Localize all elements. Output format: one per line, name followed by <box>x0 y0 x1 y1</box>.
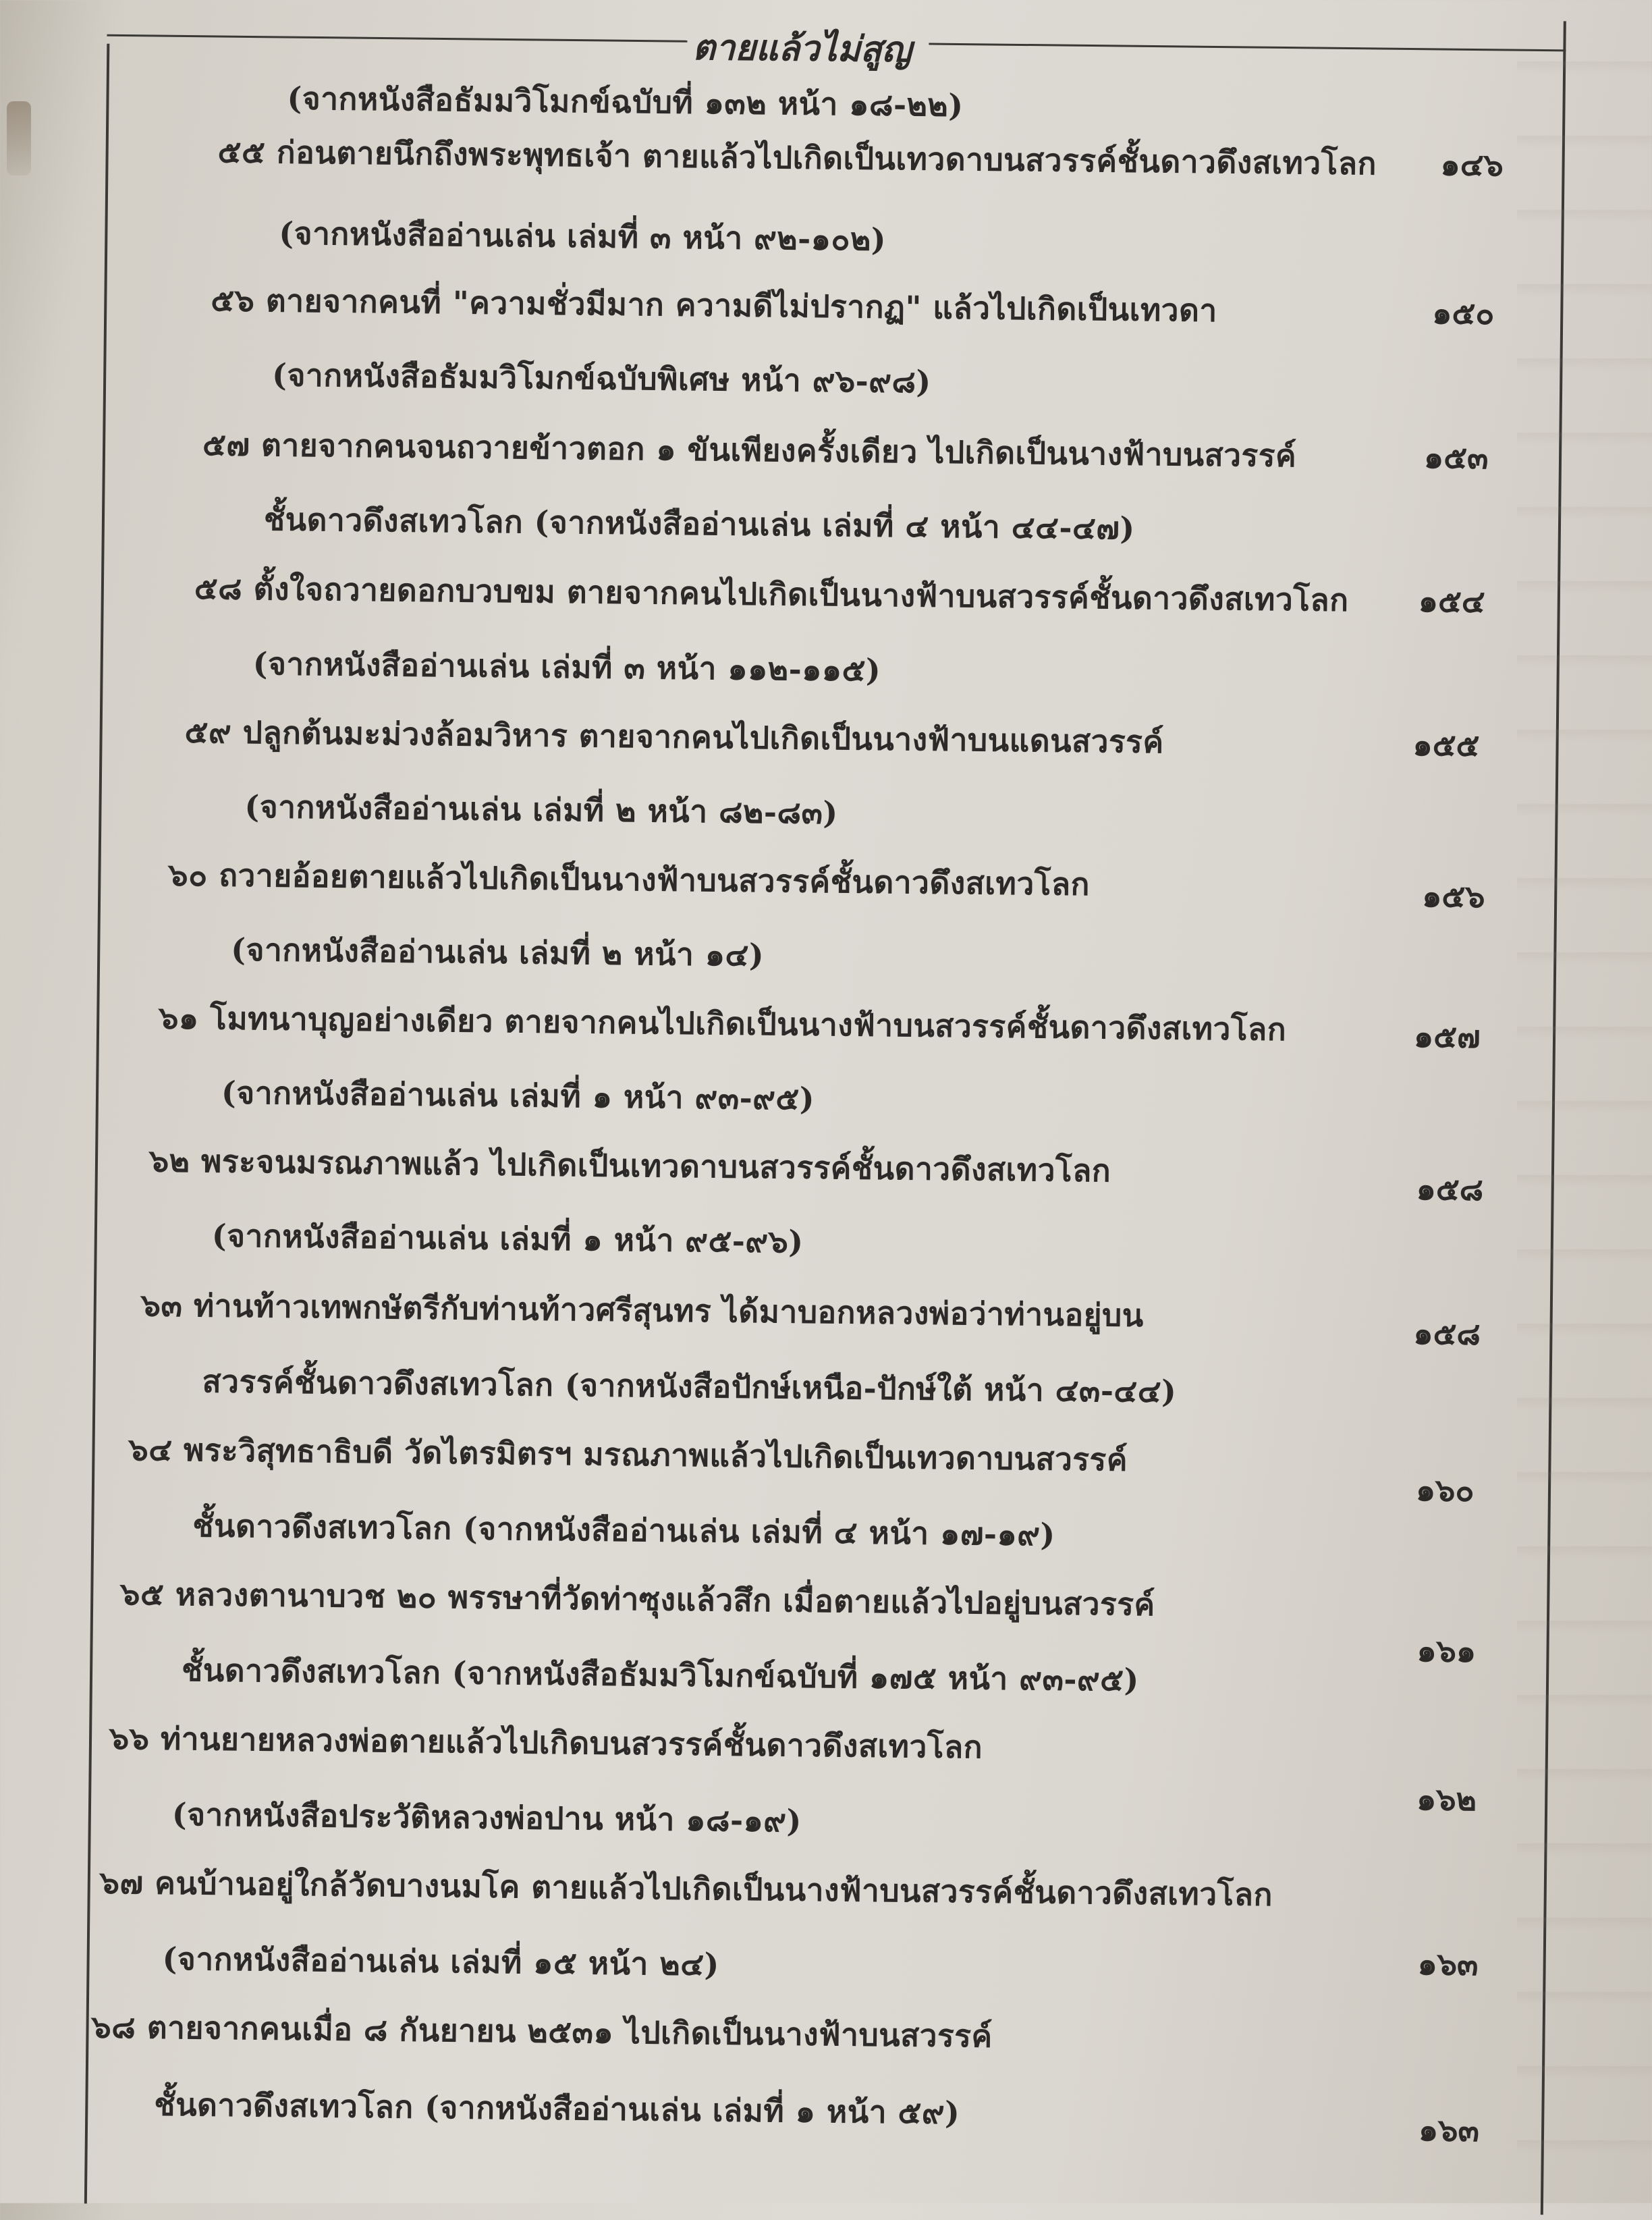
toc-line: ชั้นดาวดึงสเทวโลก (จากหนังสือธัมมวิโมกข์ฉบับที่ ๑๗๕ หน้า ๙๓-๙๕) <box>181 1652 1140 1698</box>
page-number: ๑๖๑ <box>1416 1632 1477 1670</box>
toc-line: ๕๖ ตายจากคนที่ "ความชั่วมีมาก ความดีไม่ปรากฏ" แล้วไปเกิดเป็นเทวดา <box>211 281 1218 329</box>
toc-line: ๕๕ ก่อนตายนึกถึงพระพุทธเจ้า ตายแล้วไปเกิดเป็นเทวดาบนสวรรค์ชั้นดาวดึงสเทวโลก <box>217 133 1377 182</box>
page-number: ๑๕๕ <box>1412 726 1480 764</box>
toc-line: ๖๒ พระจนมรณภาพแล้ว ไปเกิดเป็นเทวดาบนสวรรค์ชั้นดาวดึงสเทวโลก <box>148 1142 1111 1189</box>
margin-handwriting-mark <box>7 101 31 175</box>
page-number: ๑๖๓ <box>1417 1945 1479 1983</box>
toc-line: (จากหนังสืออ่านเล่น เล่มที่ ๓ หน้า ๙๒-๑๐๒) <box>279 215 887 258</box>
toc-line: (จากหนังสือธัมมวิโมกข์ฉบับที่ ๑๓๒ หน้า ๑๘-๒๒) <box>287 80 964 124</box>
page-number: ๑๕๐ <box>1432 294 1495 332</box>
page-number: ๑๕๖ <box>1421 877 1485 915</box>
page-header-title: ตายแล้วไม่สูญ <box>692 26 912 71</box>
toc-line: (จากหนังสืออ่านเล่น เล่มที่ ๑ หน้า ๙๓-๙๕) <box>221 1074 815 1117</box>
header-rule-right <box>929 43 1566 52</box>
toc-line: (จากหนังสืออ่านเล่น เล่มที่ ๒ หน้า ๑๔) <box>231 931 765 974</box>
toc-line: (จากหนังสืออ่านเล่น เล่มที่ ๒ หน้า ๘๒-๘๓) <box>244 788 838 832</box>
toc-line: ชั้นดาวดึงสเทวโลก (จากหนังสืออ่านเล่น เล่มที่ ๔ หน้า ๔๔-๔๗) <box>263 501 1135 547</box>
toc-line: ๖๖ ท่านยายหลวงพ่อตายแล้วไปเกิดบนสวรรค์ชั้นดาวดึงสเทวโลก <box>109 1719 983 1766</box>
toc-line: ๖๔ พระวิสุทธาธิบดี วัดไตรมิตรฯ มรณภาพแล้วไปเกิดเป็นเทวดาบนสวรรค์ <box>128 1431 1128 1478</box>
bleed-through-ghost-text <box>1517 0 1652 2203</box>
toc-line: ๖๑ โมทนาบุญอย่างเดียว ตายจากคนไปเกิดเป็นนางฟ้าบนสวรรค์ชั้นดาวดึงสเทวโลก <box>158 999 1287 1048</box>
toc-line: ๖๗ คนบ้านอยู่ใกล้วัดบางนมโค ตายแล้วไปเกิดเป็นนางฟ้าบนสวรรค์ชั้นดาวดึงสเทวโลก <box>99 1864 1273 1913</box>
toc-line: ชั้นดาวดึงสเทวโลก (จากหนังสืออ่านเล่น เล่มที่ ๔ หน้า ๑๗-๑๙) <box>192 1507 1055 1553</box>
page-number: ๑๕๘ <box>1416 1170 1484 1208</box>
toc-line: (จากหนังสือธัมมวิโมกข์ฉบับพิเศษ หน้า ๙๖-๙๘) <box>271 356 932 400</box>
toc-line: ชั้นดาวดึงสเทวโลก (จากหนังสืออ่านเล่น เล่มที่ ๑ หน้า ๕๙) <box>154 2086 960 2132</box>
toc-line: ๖๘ ตายจากคนเมื่อ ๘ กันยายน ๒๕๓๑ ไปเกิดเป็นนางฟ้าบนสวรรค์ <box>91 2008 993 2055</box>
toc-line: (จากหนังสืออ่านเล่น เล่มที่ ๓ หน้า ๑๑๒-๑๑๕) <box>252 645 881 688</box>
page-number: ๑๕๘ <box>1413 1315 1481 1353</box>
toc-line: (จากหนังสืออ่านเล่น เล่มที่ ๑๕ หน้า ๒๔) <box>162 1940 720 1983</box>
toc-line: ๕๙ ปลูกต้นมะม่วงล้อมวิหาร ตายจากคนไปเกิดเป็นนางฟ้าบนแดนสวรรค์ <box>184 713 1164 761</box>
toc-line: ๖๓ ท่านท้าวเทพกษัตรีกับท่านท้าวศรีสุนทร ได้มาบอกหลวงพ่อว่าท่านอยู่บน <box>140 1287 1145 1334</box>
page-number: ๑๕๗ <box>1413 1018 1481 1056</box>
page-number: ๑๖๒ <box>1416 1781 1477 1818</box>
toc-line: ๖๕ หลวงตานาบวช ๒๐ พรรษาที่วัดท่าซุงแล้วสึก เมื่อตายแล้วไปอยู่บนสวรรค์ <box>120 1575 1156 1623</box>
toc-line: ๖๐ ถวายอ้อยตายแล้วไปเกิดเป็นนางฟ้าบนสวรรค์ชั้นดาวดึงสเทวโลก <box>168 856 1091 903</box>
toc-line: ๕๘ ตั้งใจถวายดอกบวบขม ตายจากคนไปเกิดเป็นนางฟ้าบนสวรรค์ชั้นดาวดึงสเทวโลก <box>194 570 1349 619</box>
header-rule-left <box>107 34 687 43</box>
page-number: ๑๖๓ <box>1418 2111 1480 2149</box>
page-number: ๑๔๖ <box>1440 146 1504 184</box>
toc-line: ๕๗ ตายจากคนจนถวายข้าวตอก ๑ ขันเพียงครั้งเดียว ไปเกิดเป็นนางฟ้าบนสวรรค์ <box>202 426 1297 475</box>
page-number: ๑๖๐ <box>1415 1471 1475 1509</box>
page-number: ๑๕๓ <box>1423 439 1489 477</box>
toc-line: สวรรค์ชั้นดาวดึงสเทวโลก (จากหนังสือปักษ์เหนือ-ปักษ์ใต้ หน้า ๔๓-๔๔) <box>202 1363 1177 1410</box>
toc-line: (จากหนังสือประวัติหลวงพ่อปาน หน้า ๑๘-๑๙) <box>171 1795 802 1839</box>
toc-line: (จากหนังสืออ่านเล่น เล่มที่ ๑ หน้า ๙๕-๙๖) <box>211 1217 804 1260</box>
page-number: ๑๕๔ <box>1418 583 1485 620</box>
